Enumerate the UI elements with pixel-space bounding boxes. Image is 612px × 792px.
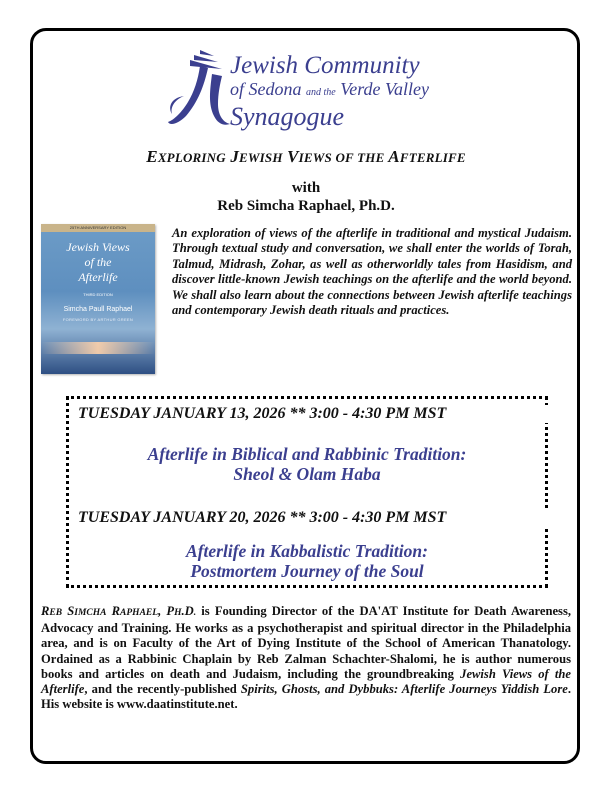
book-cover-title: Jewish Views of the Afterlife bbox=[66, 240, 130, 284]
synagogue-logo-mark-icon bbox=[164, 46, 236, 132]
logo-line-2: of Sedona and the Verde Valley bbox=[230, 79, 430, 99]
bio-book-2: Spirits, Ghosts, and Dybbuks: Afterlife Journeys Yiddish Lore bbox=[240, 682, 568, 697]
with-text: with bbox=[291, 180, 321, 196]
book-edition: THIRD EDITION bbox=[83, 292, 113, 297]
book-foreword: FOREWORD BY ARTHUR GREEN bbox=[62, 317, 134, 322]
book-banner: 25TH ANNIVERSARY EDITION bbox=[41, 224, 155, 232]
session-2-date: TUESDAY JANUARY 20, 2026 ** 3:00 - 4:30 PM MST bbox=[76, 509, 550, 527]
logo-wordmark bbox=[230, 54, 429, 130]
bio-name: REB SIMCHA RAPHAEL, PH.D. bbox=[41, 604, 197, 618]
bio-book-1: Jewish Views of the Afterlife bbox=[41, 666, 571, 697]
session-2-title: Afterlife in Kabbalistic Tradition: Postmortem Journey of the Soul bbox=[186, 541, 428, 581]
logo-line-3: Synagogue bbox=[230, 102, 345, 131]
event-description: An exploration of views of the afterlife in traditional and mystical Judaism. Through textual study and conversation, we shall enter the worlds of Torah, Talmud, Midrash, Zohar, as well as otherworldly tales from Hasidism, and discover little-known Jewish teachings on the afterlife and the world beyond. We shall also learn about the connections between Jewish afterlife teachings and contemporary Jewish death rituals and practices. bbox=[172, 226, 572, 318]
presenter-bio: REB SIMCHA RAPHAEL, PH.D. is Founding Director of the DA'AT Institute for Death Awareness, Advocacy and Training. He works as a psychotherapist and spiritual director in the Philadelphia area, and is on Faculty of the Art of Dying Institute of the School of American Thanatology. Ordained as a Rabbinic Chaplain by Reb Zalman Schachter-Shalomi, he is author numerous books and articles on death and Judaism, including the groundbreaking Jewish Views of the Afterlife, and the recently-published Spirits, Ghosts, and Dybbuks: Afterlife Journeys Yiddish Lore. His website is www.daatinstitute.net. bbox=[41, 604, 571, 712]
presenter-name: Reb Simcha Raphael, Ph.D. bbox=[217, 198, 395, 214]
book-sunset bbox=[41, 342, 155, 354]
session-1-date: TUESDAY JANUARY 13, 2026 ** 3:00 - 4:30 PM MST bbox=[76, 405, 550, 423]
synagogue-logo bbox=[164, 46, 454, 136]
book-cover-image bbox=[41, 224, 155, 374]
book-author: Simcha Paull Raphael bbox=[63, 306, 133, 313]
session-1-title: Afterlife in Biblical and Rabbinic Tradition: Sheol & Olam Haba bbox=[147, 444, 467, 484]
logo-line-1: Jewish Community bbox=[230, 52, 420, 79]
event-title: EXPLORING JEWISH VIEWS OF THE AFTERLIFE bbox=[146, 147, 466, 166]
